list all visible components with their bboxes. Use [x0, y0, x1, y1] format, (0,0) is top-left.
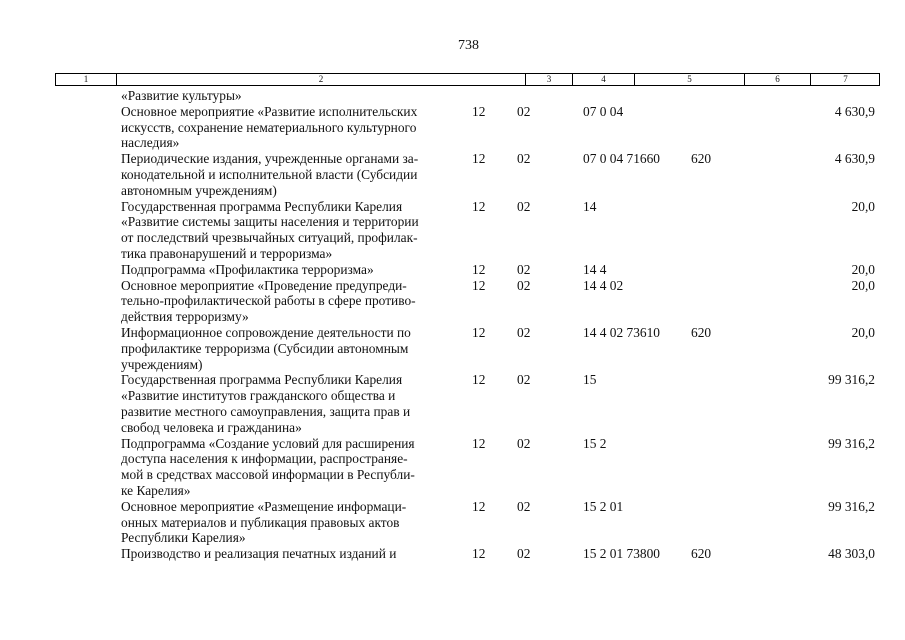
- expense-name-line: доступа населения к информации, распространяе-: [121, 451, 408, 467]
- table-row: [0, 372, 905, 435]
- expense-name-line: Подпрограмма «Профилактика терроризма»: [121, 261, 374, 277]
- expense-name: [121, 88, 461, 104]
- expense-name-line: мой в средствах массовой информации в Республи-: [121, 467, 415, 483]
- table-row: [0, 278, 905, 325]
- column-number: 2: [117, 74, 526, 85]
- column-number-header: [55, 73, 880, 86]
- expense-name-line: учреждениям): [121, 356, 203, 372]
- target-article-code: 14 4 02 73610: [583, 324, 660, 340]
- subsection-code: 02: [517, 103, 531, 119]
- subsection-code: 02: [517, 372, 531, 388]
- expense-name-line: тельно-профилактической работы в сфере противо-: [121, 293, 416, 309]
- target-article-code: 14: [583, 198, 597, 214]
- expense-name: [121, 546, 461, 562]
- target-article-code: 15 2 01 73800: [583, 546, 660, 562]
- expense-name: [121, 372, 461, 435]
- expense-name-line: «Развитие культуры»: [121, 88, 242, 103]
- expense-name: [121, 436, 461, 499]
- target-article-code: 15: [583, 372, 597, 388]
- expense-name: [121, 325, 461, 372]
- expense-name-line: искусств, сохранение нематериального культурного: [121, 119, 417, 135]
- table-row: [0, 546, 905, 562]
- section-code: 12: [472, 498, 486, 514]
- section-code: 12: [472, 261, 486, 277]
- target-article-code: 15 2 01: [583, 498, 624, 514]
- table-row: [0, 436, 905, 499]
- expense-name-line: Государственная программа Республики Карелия: [121, 198, 403, 214]
- expense-name-line: онных материалов и публикация правовых актов: [121, 514, 400, 530]
- expense-name: [121, 199, 461, 262]
- expense-name-line: Государственная программа Республики Карелия: [121, 372, 403, 388]
- section-code: 12: [472, 324, 486, 340]
- subsection-code: 02: [517, 151, 531, 167]
- section-code: 12: [472, 198, 486, 214]
- subsection-code: 02: [517, 277, 531, 293]
- expense-name-line: Подпрограмма «Создание условий для расширения: [121, 435, 415, 451]
- expense-type-code: 620: [691, 151, 712, 167]
- expense-name-line: тика правонарушений и терроризма»: [121, 245, 333, 261]
- table-row: [0, 151, 905, 198]
- subsection-code: 02: [517, 198, 531, 214]
- expense-name: [121, 104, 461, 151]
- expense-name: [121, 278, 461, 325]
- column-number: 6: [745, 74, 811, 85]
- table-row: [0, 262, 905, 278]
- section-code: 12: [472, 435, 486, 451]
- subsection-code: 02: [517, 435, 531, 451]
- subsection-code: 02: [517, 261, 531, 277]
- expense-name-line: Производство и реализация печатных изданий и: [121, 546, 397, 562]
- expense-type-code: 620: [691, 324, 712, 340]
- expense-name: [121, 262, 461, 278]
- section-code: 12: [472, 151, 486, 167]
- expense-name-line: Основное мероприятие «Развитие исполнительских: [121, 103, 418, 119]
- column-number: 7: [843, 74, 848, 84]
- target-article-code: 14 4: [583, 261, 607, 277]
- table-row: [0, 499, 905, 546]
- expense-name-line: Основное мероприятие «Проведение предупреди-: [121, 277, 407, 293]
- expense-name-line: «Развитие системы защиты населения и территории: [121, 214, 419, 230]
- target-article-code: 07 0 04 71660: [583, 151, 660, 167]
- table-row: [0, 199, 905, 262]
- expense-name-line: развитие местного самоуправления, защита прав и: [121, 403, 411, 419]
- target-article-code: 15 2: [583, 435, 607, 451]
- amount: 48 303,0: [828, 546, 875, 562]
- expense-name-line: конодательной и исполнительной власти (Субсидии: [121, 166, 418, 182]
- expense-name-line: ке Карелия»: [121, 482, 191, 498]
- section-code: 12: [472, 372, 486, 388]
- expense-name: [121, 151, 461, 198]
- expense-name: [121, 499, 461, 546]
- amount: 20,0: [851, 261, 875, 277]
- expense-name-line: Основное мероприятие «Размещение информаци-: [121, 498, 407, 514]
- target-article-code: 14 4 02: [583, 277, 624, 293]
- column-number: 3: [526, 74, 573, 85]
- budget-table-body: [0, 88, 905, 562]
- page-number: 738: [458, 38, 479, 53]
- expense-name-line: свобод человека и гражданина»: [121, 419, 302, 435]
- table-row: [0, 325, 905, 372]
- amount: 20,0: [851, 277, 875, 293]
- amount: 99 316,2: [828, 372, 875, 388]
- expense-name-line: наследия»: [121, 135, 180, 151]
- expense-type-code: 620: [691, 546, 712, 562]
- amount: 4 630,9: [834, 103, 875, 119]
- target-article-code: 07 0 04: [583, 103, 624, 119]
- expense-name-line: Республики Карелия»: [121, 530, 246, 546]
- expense-name-line: от последствий чрезвычайных ситуаций, профилак-: [121, 230, 418, 246]
- expense-name-line: Информационное сопровождение деятельности по: [121, 324, 411, 340]
- section-code: 12: [472, 103, 486, 119]
- section-code: 12: [472, 277, 486, 293]
- subsection-code: 02: [517, 546, 531, 562]
- amount: 4 630,9: [834, 151, 875, 167]
- column-number: 1: [56, 74, 117, 85]
- table-row: [0, 104, 905, 151]
- expense-name-line: «Развитие институтов гражданского общества и: [121, 388, 396, 404]
- table-row: [0, 88, 905, 104]
- amount: 99 316,2: [828, 435, 875, 451]
- amount: 20,0: [851, 324, 875, 340]
- column-number: 5: [635, 74, 745, 85]
- amount: 99 316,2: [828, 498, 875, 514]
- expense-name-line: действия терроризму»: [121, 309, 249, 325]
- subsection-code: 02: [517, 498, 531, 514]
- column-number: 4: [573, 74, 635, 85]
- subsection-code: 02: [517, 324, 531, 340]
- expense-name-line: Периодические издания, учрежденные органами за-: [121, 151, 419, 167]
- expense-name-line: профилактике терроризма (Субсидии автономным: [121, 340, 409, 356]
- expense-name-line: автономным учреждениям): [121, 182, 277, 198]
- amount: 20,0: [851, 198, 875, 214]
- section-code: 12: [472, 546, 486, 562]
